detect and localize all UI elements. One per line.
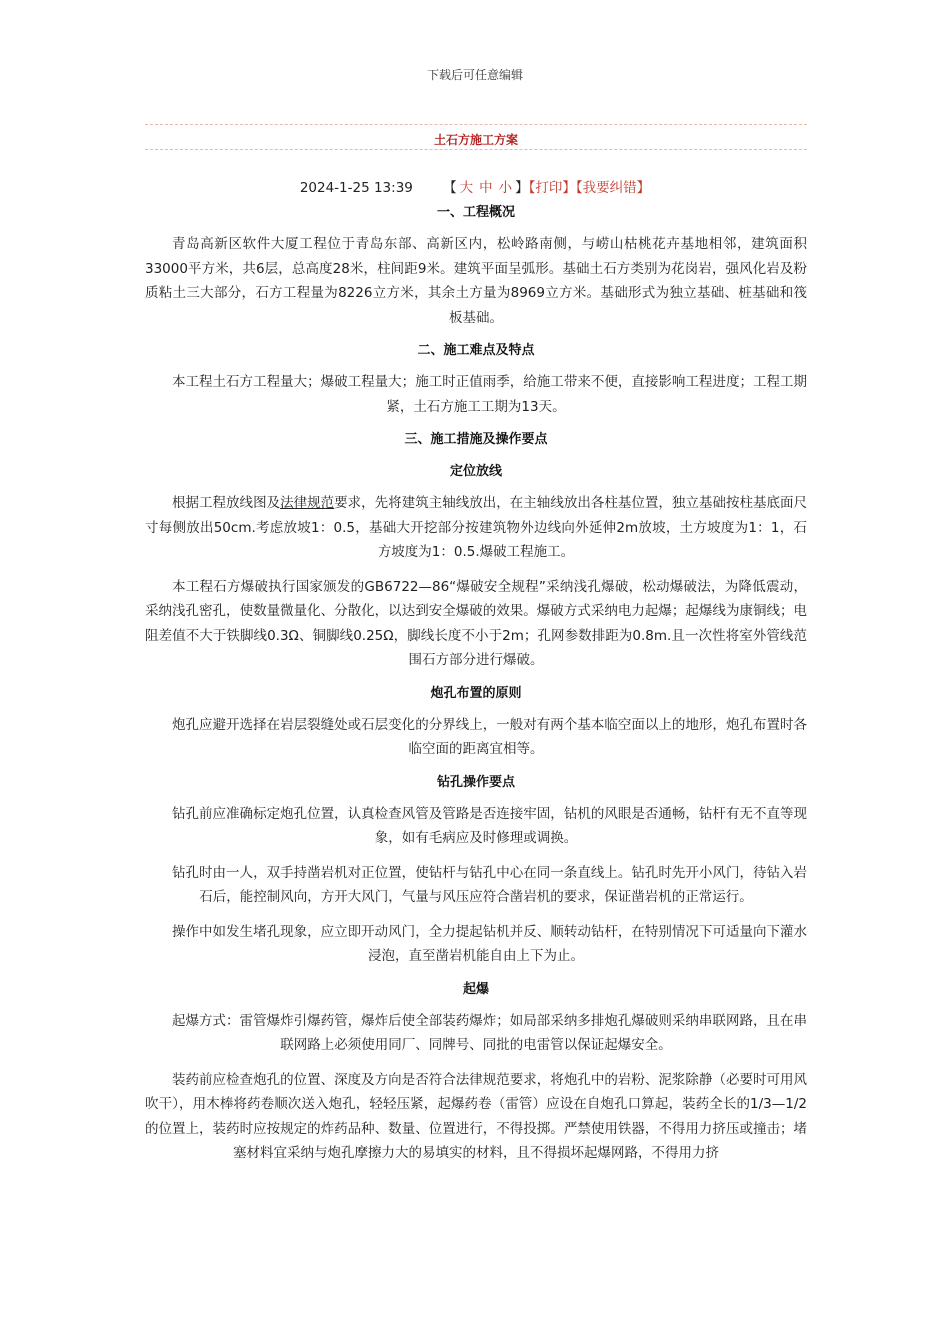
paragraph: 本工程石方爆破执行国家颁发的GB6722—86“爆破安全规程”采纳浅孔爆破，松动爆破法，为降低震动，采纳浅孔密孔，使数量微量化、分散化，以达到安全爆破的效果。爆破方式采纳电力起爆；起爆线为康铜线；电阻差值不大于铁脚线0.3Ω、铜脚线0.25Ω，脚线长度不小于2m；孔网参数排距为0.8m.且一次性将室外管线范围石方部分进行爆破。 (145, 578, 807, 668)
paragraph: 装药前应检查炮孔的位置、深度及方向是否符合法律规范要求，将炮孔中的岩粉、泥浆除静（必要时可用风吹干），用木棒将药卷顺次送入炮孔，轻轻压紧，起爆药卷（雷管）应设在自炮孔口算起，装药全长的1/3—1/2的位置上，装药时应按规定的炸药品种、数量、位置进行，不得投掷。严禁使用铁器，不得用力挤压或撞击；堵塞材料宜采纳与炮孔摩擦力大的易填实的材料，且不得损坏起爆网路，不得用力挤 (145, 1071, 807, 1161)
paragraph: 操作中如发生堵孔现象，应立即开动风门，全力提起钻机并反、顺转动钻杆，在特别情况下可适量向下灌水浸泡，直至凿岩机能自由上下为止。 (172, 923, 807, 964)
law-standard-link[interactable]: 法律规范 (280, 495, 335, 511)
header-note: 下载后可任意编辑 (426, 68, 523, 82)
paragraph: 钻孔前应准确标定炮孔位置，认真检查风管及管路是否连接牢固，钻机的风眼是否通畅，钻杆有无不直等现象，如有毛病应及时修理或调换。 (172, 805, 807, 846)
subsection-heading: 炮孔布置的原则 (430, 685, 522, 701)
meta-row (0, 176, 950, 196)
paragraph-text: 根据工程放线图及 (172, 495, 281, 511)
size-close-bracket: 】 (515, 180, 529, 196)
divider-bottom (145, 149, 807, 150)
paragraph-text: 要求，先将建筑主轴线放出，在主轴线放出各柱基位置，独立基础按柱基底面尺寸每侧放出50cm.考虑放坡1：0.5，基础大开挖部分按建筑物外边线向外延伸2m放坡，土方坡度为1：1，石方坡度为1：0.5.爆破工程施工。 (145, 495, 808, 560)
article-body (145, 202, 807, 1166)
page-title: 土石方施工方案 (433, 133, 518, 147)
paragraph: 起爆方式：雷管爆炸引爆药管，爆炸后使全部装药爆炸；如局部采纳多排炮孔爆破则采纳串联网路，且在串联网路上必须使用同厂、同牌号、同批的电雷管以保证起爆安全。 (172, 1012, 807, 1053)
paragraph: 炮孔应避开选择在岩层裂缝处或石层变化的分界线上，一般对有两个基本临空面以上的地形，炮孔布置时各临空面的距离宜相等。 (172, 716, 807, 757)
paragraph: 钻孔时由一人，双手持凿岩机对正位置，使钻杆与钻孔中心在同一条直线上。钻孔时先开小风门，待钻入岩石后，能控制风向，方开大风门，气量与风压应符合凿岩机的要求，保证凿岩机的正常运行。 (172, 864, 807, 905)
publish-date: 2024-1-25 13:39 (299, 180, 413, 196)
size-open-bracket: 【 (443, 180, 457, 196)
font-size-large-link[interactable]: 大 (459, 180, 474, 196)
paragraph: 本工程土石方工程量大；爆破工程量大；施工时正值雨季，给施工带来不便，直接影响工程进度；工程工期紧，土石方施工工期为13天。 (172, 374, 807, 415)
subsection-heading: 起爆 (462, 981, 489, 997)
print-link[interactable]: 【打印】 (528, 180, 576, 196)
section-heading: 一、工程概况 (436, 205, 515, 220)
report-error-link[interactable]: 【我要纠错】 (575, 180, 651, 196)
font-size-medium-link[interactable]: 中 (479, 180, 493, 196)
font-size-small-link[interactable]: 小 (498, 180, 513, 196)
paragraph: 青岛高新区软件大厦工程位于青岛东部、高新区内，松岭路南侧，与崂山枯桃花卉基地相邻，建筑面积33000平方米，共6层，总高度28米，柱间距9米。建筑平面呈弧形。基础土石方类别为花岗岩，强风化岩及粉质粘土三大部分，石方工程量为8226立方米，其余土方量为8969立方米。基础形式为独立基础、桩基础和筏板基础。 (145, 236, 807, 326)
section-heading: 三、施工措施及操作要点 (404, 432, 548, 447)
divider-top (145, 124, 807, 125)
section-heading: 二、施工难点及特点 (417, 343, 535, 358)
subsection-heading: 定位放线 (449, 464, 502, 479)
subsection-heading: 钻孔操作要点 (436, 774, 515, 790)
paragraph (145, 491, 807, 565)
